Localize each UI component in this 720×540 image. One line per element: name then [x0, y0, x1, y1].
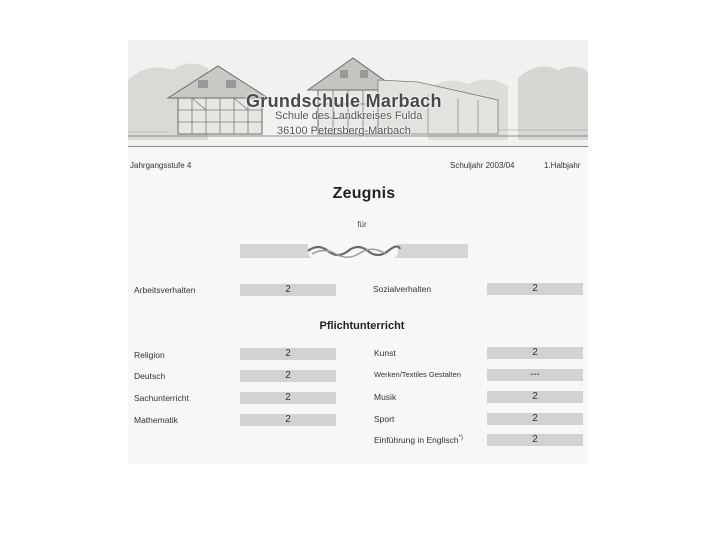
subject-label-deutsch: Deutsch — [134, 371, 166, 381]
school-name: Grundschule Marbach — [246, 91, 442, 111]
for-label: für — [357, 220, 367, 229]
subject-grade-sport: 2 — [487, 413, 583, 425]
subject-grade-mathematik: 2 — [240, 414, 336, 426]
subject-grade-werken: --- — [487, 369, 583, 381]
redaction-scribble — [306, 239, 402, 259]
report-card-document — [128, 40, 588, 464]
subject-label-englisch — [374, 435, 463, 445]
school-address: 36100 Petersberg-Marbach — [277, 125, 411, 137]
work-behavior-label: Arbeitsverhalten — [134, 285, 196, 295]
section-title: Pflichtunterricht — [319, 320, 405, 332]
document-title: Zeugnis — [332, 185, 396, 202]
subject-grade-sachunterricht: 2 — [240, 392, 336, 404]
subject-label-werken: Werken/Textiles Gestalten — [374, 370, 461, 379]
subject-grade-religion: 2 — [240, 348, 336, 360]
subject-label-mathematik: Mathematik — [134, 415, 178, 425]
subject-label-kunst: Kunst — [374, 348, 396, 358]
grade-level: Jahrgangsstufe 4 — [130, 161, 192, 170]
work-behavior-grade: 2 — [240, 284, 336, 296]
subject-label-sport: Sport — [374, 414, 395, 424]
social-behavior-grade: 2 — [487, 283, 583, 295]
subject-label-englisch-text: Einführung in Englisch — [374, 435, 459, 445]
subject-label-religion: Religion — [134, 350, 165, 360]
subject-grade-kunst: 2 — [487, 347, 583, 359]
subject-label-sachunterricht: Sachunterricht — [134, 393, 189, 403]
header-divider — [128, 146, 588, 147]
subject-grade-englisch: 2 — [487, 434, 583, 446]
subject-label-musik: Musik — [374, 392, 397, 402]
subject-grade-deutsch: 2 — [240, 370, 336, 382]
subject-grade-musik: 2 — [487, 391, 583, 403]
term: 1.Halbjahr — [544, 161, 581, 170]
school-year: Schuljahr 2003/04 — [450, 161, 515, 170]
social-behavior-label: Sozialverhalten — [373, 284, 432, 294]
footnote-marker: *) — [458, 435, 463, 442]
school-subtitle: Schule des Landkreises Fulda — [275, 110, 423, 122]
